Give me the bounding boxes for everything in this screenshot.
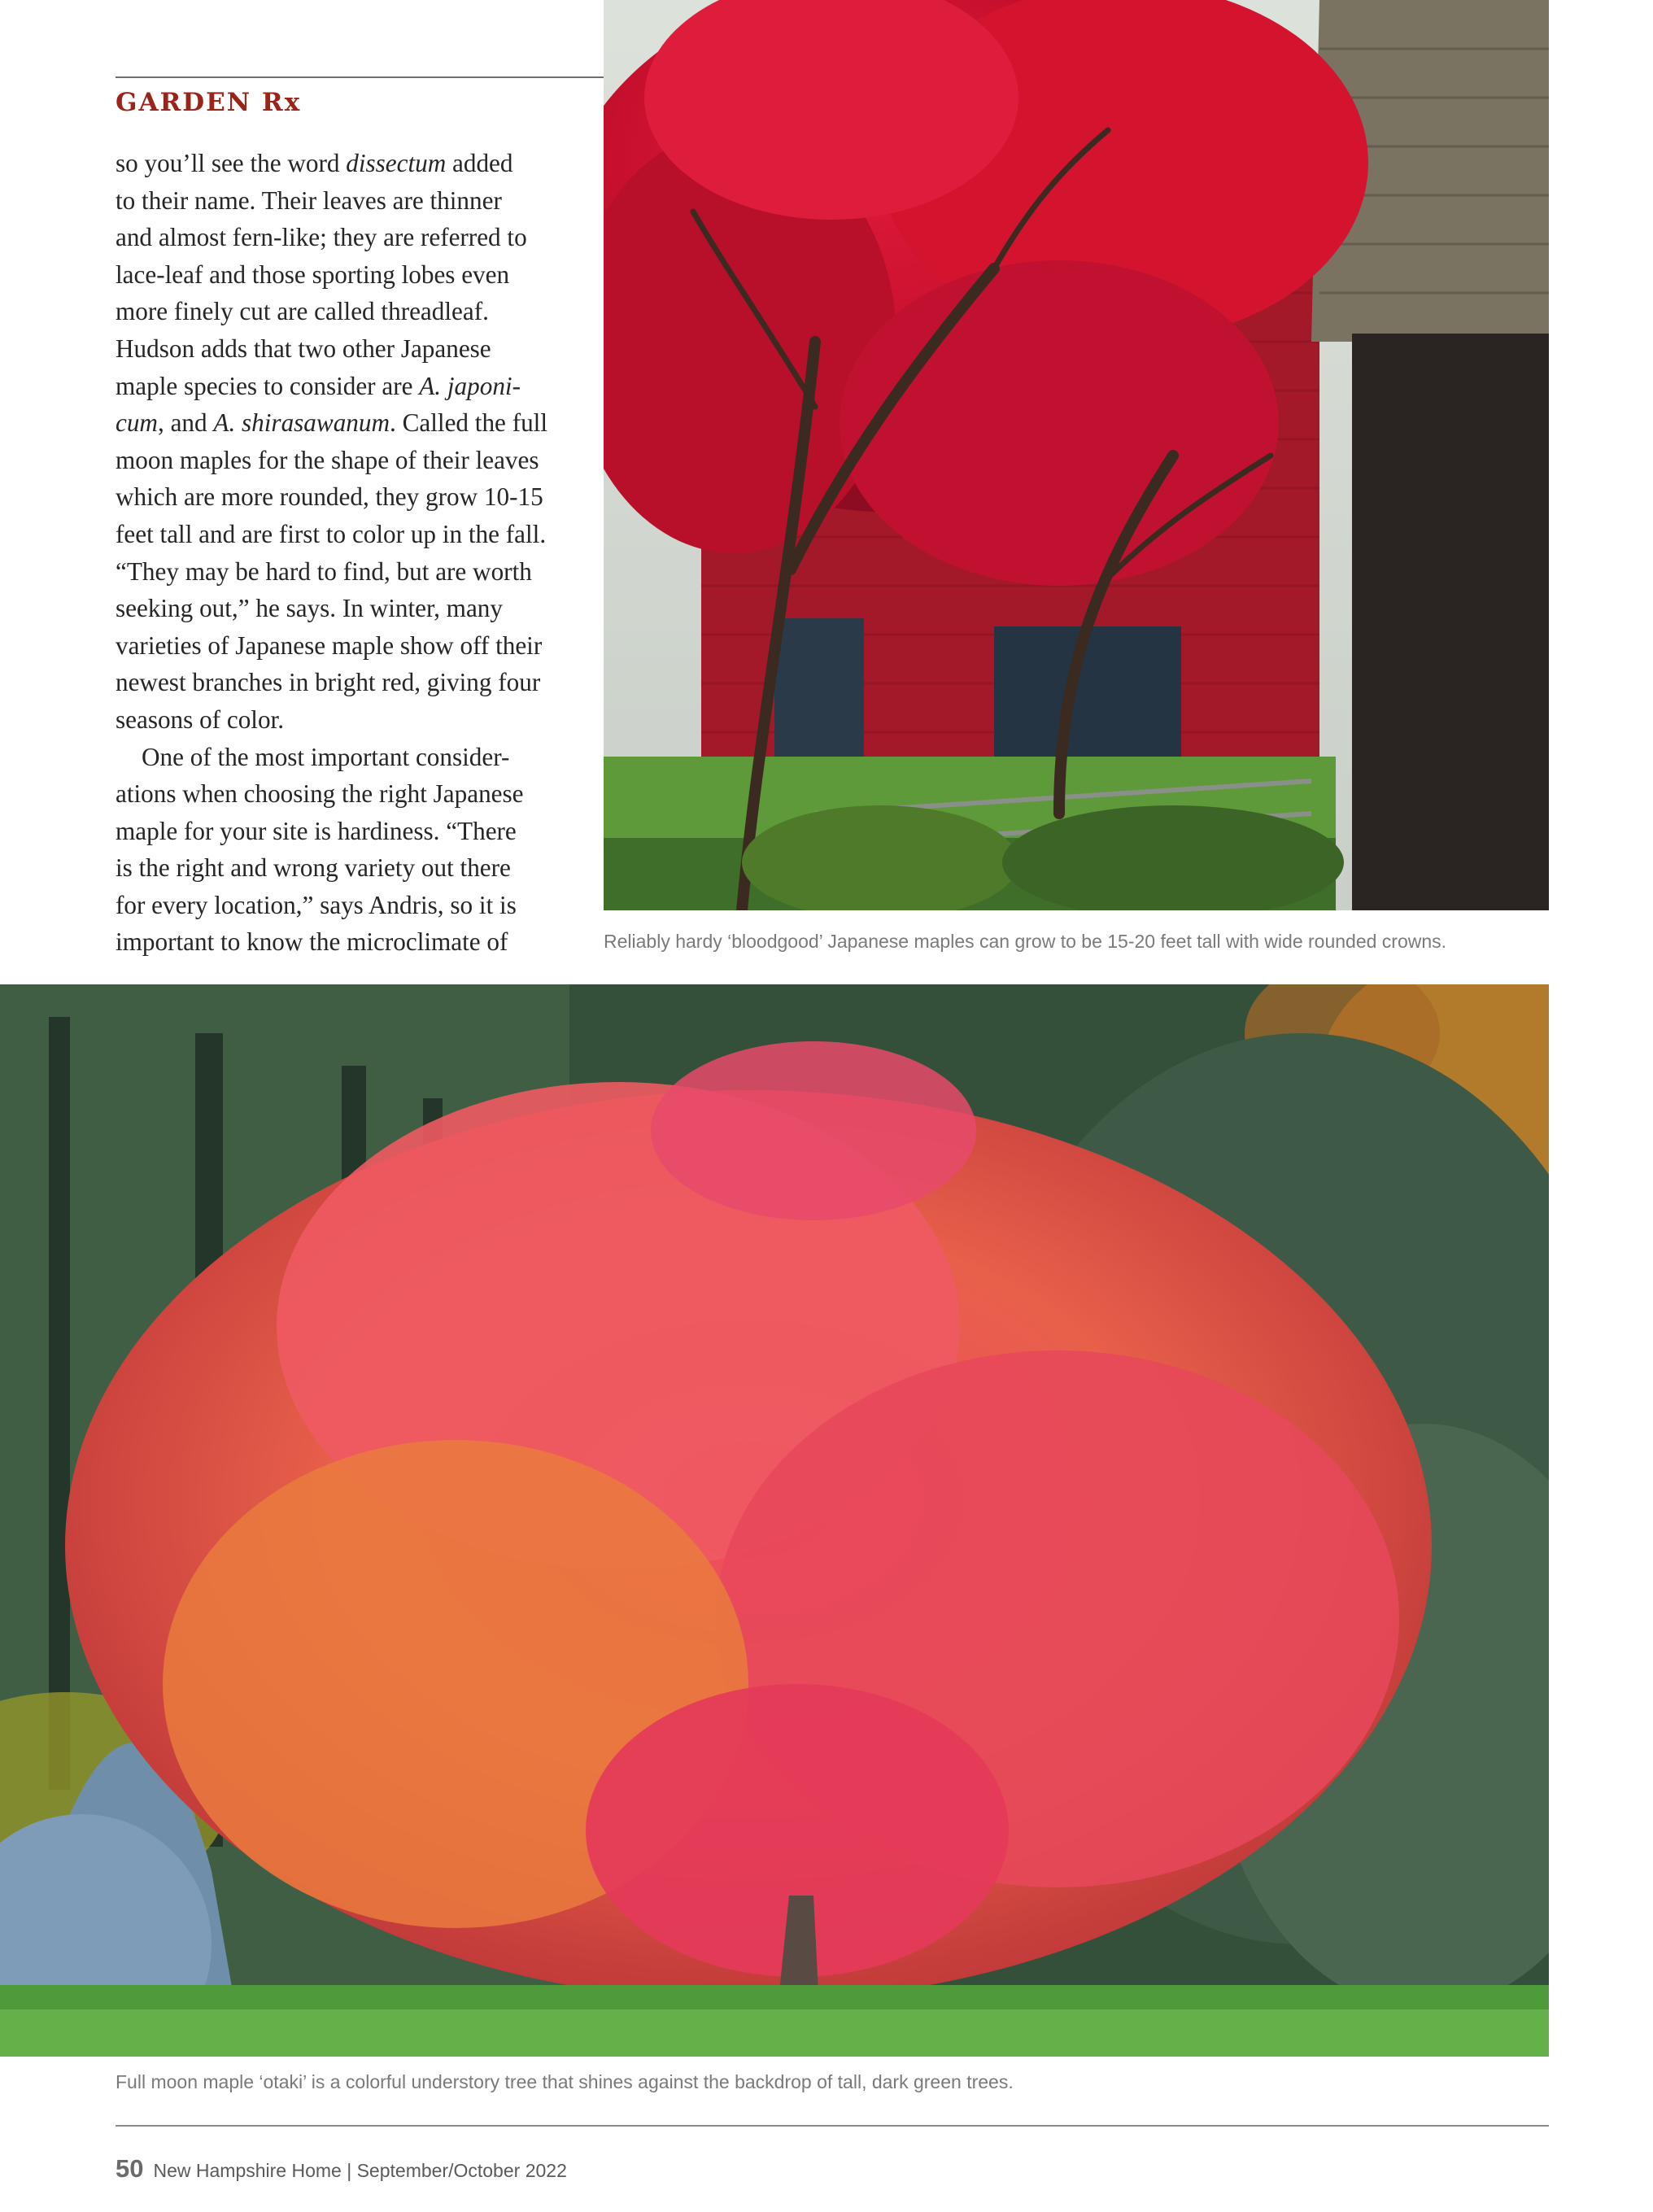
article-body: [116, 145, 595, 961]
italic-term: dissectum: [346, 149, 447, 177]
article-line: seasons of color.: [116, 705, 285, 734]
article-line: important to know the microclimate of: [116, 927, 508, 957]
bottom-photo-caption: Full moon maple ‘otaki’ is a colorful understory tree that shines against the backdrop of tall, dark green trees.: [116, 2071, 1014, 2092]
article-line: lace-leaf and those sporting lobes even: [116, 260, 510, 289]
otaki-maple-photo: [0, 984, 1549, 2057]
article-line: ations when choosing the right Japanese: [116, 779, 524, 809]
italic-term: cum: [116, 408, 158, 438]
publication-info: New Hampshire Home | September/October 2022: [153, 2160, 567, 2181]
article-line: so you’ll see the word dissectum added: [116, 149, 513, 177]
article-line: newest branches in bright red, giving four: [116, 668, 541, 697]
page-number: 50: [116, 2154, 144, 2183]
article-line: for every location,” says Andris, so it is: [116, 890, 517, 919]
article-line: moon maples for the shape of their leaves: [116, 445, 539, 474]
article-line: which are more rounded, they grow 10-15: [116, 482, 543, 512]
article-line: more finely cut are called threadleaf.: [116, 297, 489, 326]
article-line: seeking out,” he says. In winter, many: [116, 594, 503, 623]
article-line: Hudson adds that two other Japanese: [116, 334, 491, 363]
footer-divider: [116, 2125, 1549, 2127]
article-line: feet tall and are first to color up in the fall.: [116, 519, 547, 548]
article-line: cum, and A. shirasawanum. Called the full: [116, 408, 548, 438]
article-line: One of the most important consider-: [142, 742, 510, 771]
top-photo-caption: Reliably hardy ‘bloodgood’ Japanese maples can grow to be 15-20 feet tall with wide rounded crowns.: [604, 931, 1447, 952]
section-divider: [116, 76, 604, 78]
bloodgood-maple-photo: [604, 0, 1549, 910]
article-line: maple for your site is hardiness. “There: [116, 816, 517, 845]
article-line: “They may be hard to find, but are worth: [116, 556, 532, 586]
article-line: to their name. Their leaves are thinner: [116, 185, 502, 215]
italic-term: A. shirasawanum: [213, 408, 390, 438]
italic-term: A. japoni-: [419, 371, 521, 400]
article-line: varieties of Japanese maple show off their: [116, 630, 543, 660]
article-line: maple species to consider are A. japoni-: [116, 371, 521, 400]
page-footer: [116, 2154, 567, 2184]
article-line: is the right and wrong variety out there: [116, 853, 511, 883]
section-label: GARDEN Rx: [116, 88, 302, 117]
article-line: and almost fern-like; they are referred to: [116, 223, 527, 252]
